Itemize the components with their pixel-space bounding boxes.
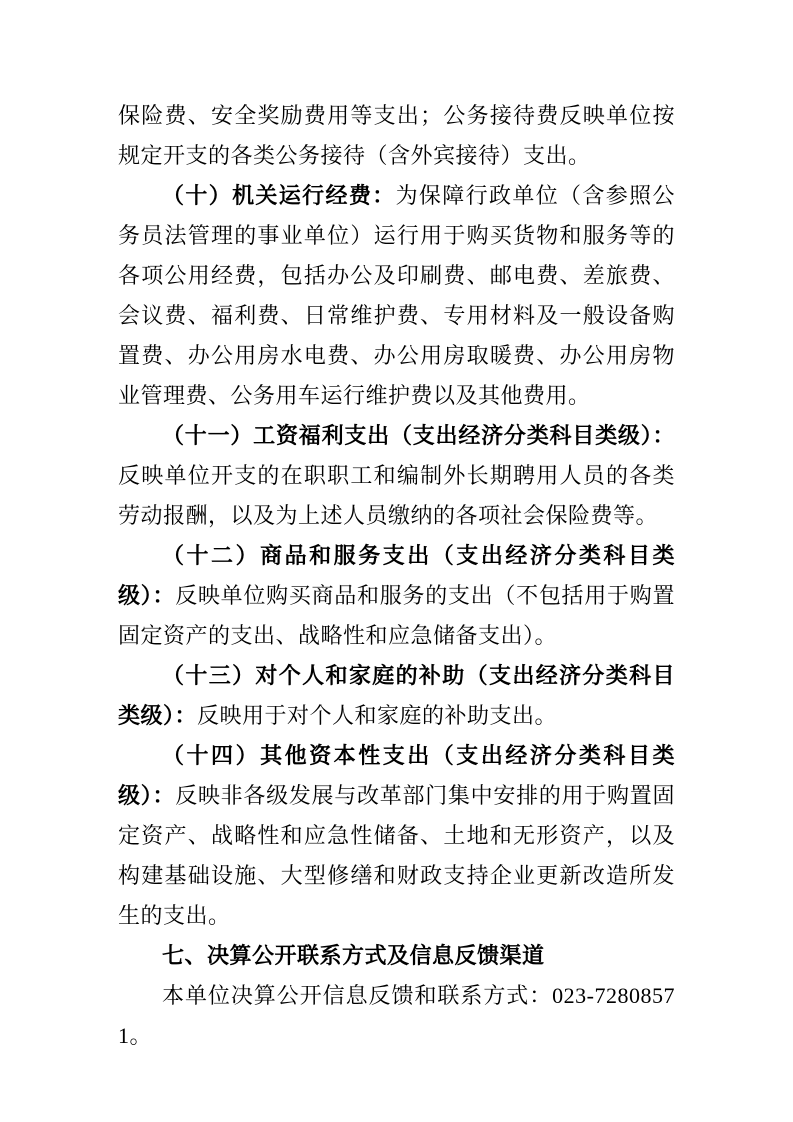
- paragraph-text: 反映非各级发展与改革部门集中安排的用于购置固定资产、战略性和应急性储备、土地和无形资产，以及构建基础设施、大型修缮和财政支持企业更新改造所发生的支出。: [118, 783, 675, 928]
- paragraph-text: 反映单位购买商品和服务的支出（不包括用于购置固定资产的支出、战略性和应急储备支出）。: [118, 583, 675, 648]
- paragraph-lead: （十三）对个人和家庭的补助（支出经济分类科目类级）：: [118, 663, 675, 728]
- paragraph-contact: [118, 976, 675, 1056]
- paragraph-lead: （十二）商品和服务支出（支出经济分类科目类级）：: [118, 543, 675, 608]
- paragraph-item-12: [118, 536, 675, 656]
- paragraph-text: 保险费、安全奖励费用等支出；公务接待费反映单位按规定开支的各类公务接待（含外宾接待）支出。: [118, 103, 675, 168]
- paragraph-item-14: [118, 736, 675, 936]
- paragraph-item-10: [118, 176, 675, 416]
- paragraph-text: 反映用于对个人和家庭的补助支出。: [197, 703, 558, 728]
- paragraph-text: 反映单位开支的在职职工和编制外长期聘用人员的各类劳动报酬，以及为上述人员缴纳的各项社会保险费等。: [118, 463, 675, 528]
- paragraph-continuation: [118, 96, 675, 176]
- paragraph-lead: （十）机关运行经费：: [162, 183, 396, 208]
- paragraph-lead: （十一）工资福利支出（支出经济分类科目类级）：: [162, 423, 675, 448]
- paragraph-lead: （十四）其他资本性支出（支出经济分类科目类级）：: [118, 743, 675, 808]
- paragraph-text: 为保障行政单位（含参照公务员法管理的事业单位）运行用于购买货物和服务等的各项公用经费，包括办公及印刷费、邮电费、差旅费、会议费、福利费、日常维护费、专用材料及一般设备购置费、办公用房水电费、办公用房取暖费、办公用房物业管理费、公务用车运行维护费以及其他费用。: [118, 183, 675, 408]
- paragraph-item-13: [118, 656, 675, 736]
- contact-text: 本单位决算公开信息反馈和联系方式：023-72808571。: [118, 983, 675, 1048]
- paragraph-item-11: [118, 416, 675, 536]
- section-heading-7: 七、决算公开联系方式及信息反馈渠道: [162, 943, 545, 968]
